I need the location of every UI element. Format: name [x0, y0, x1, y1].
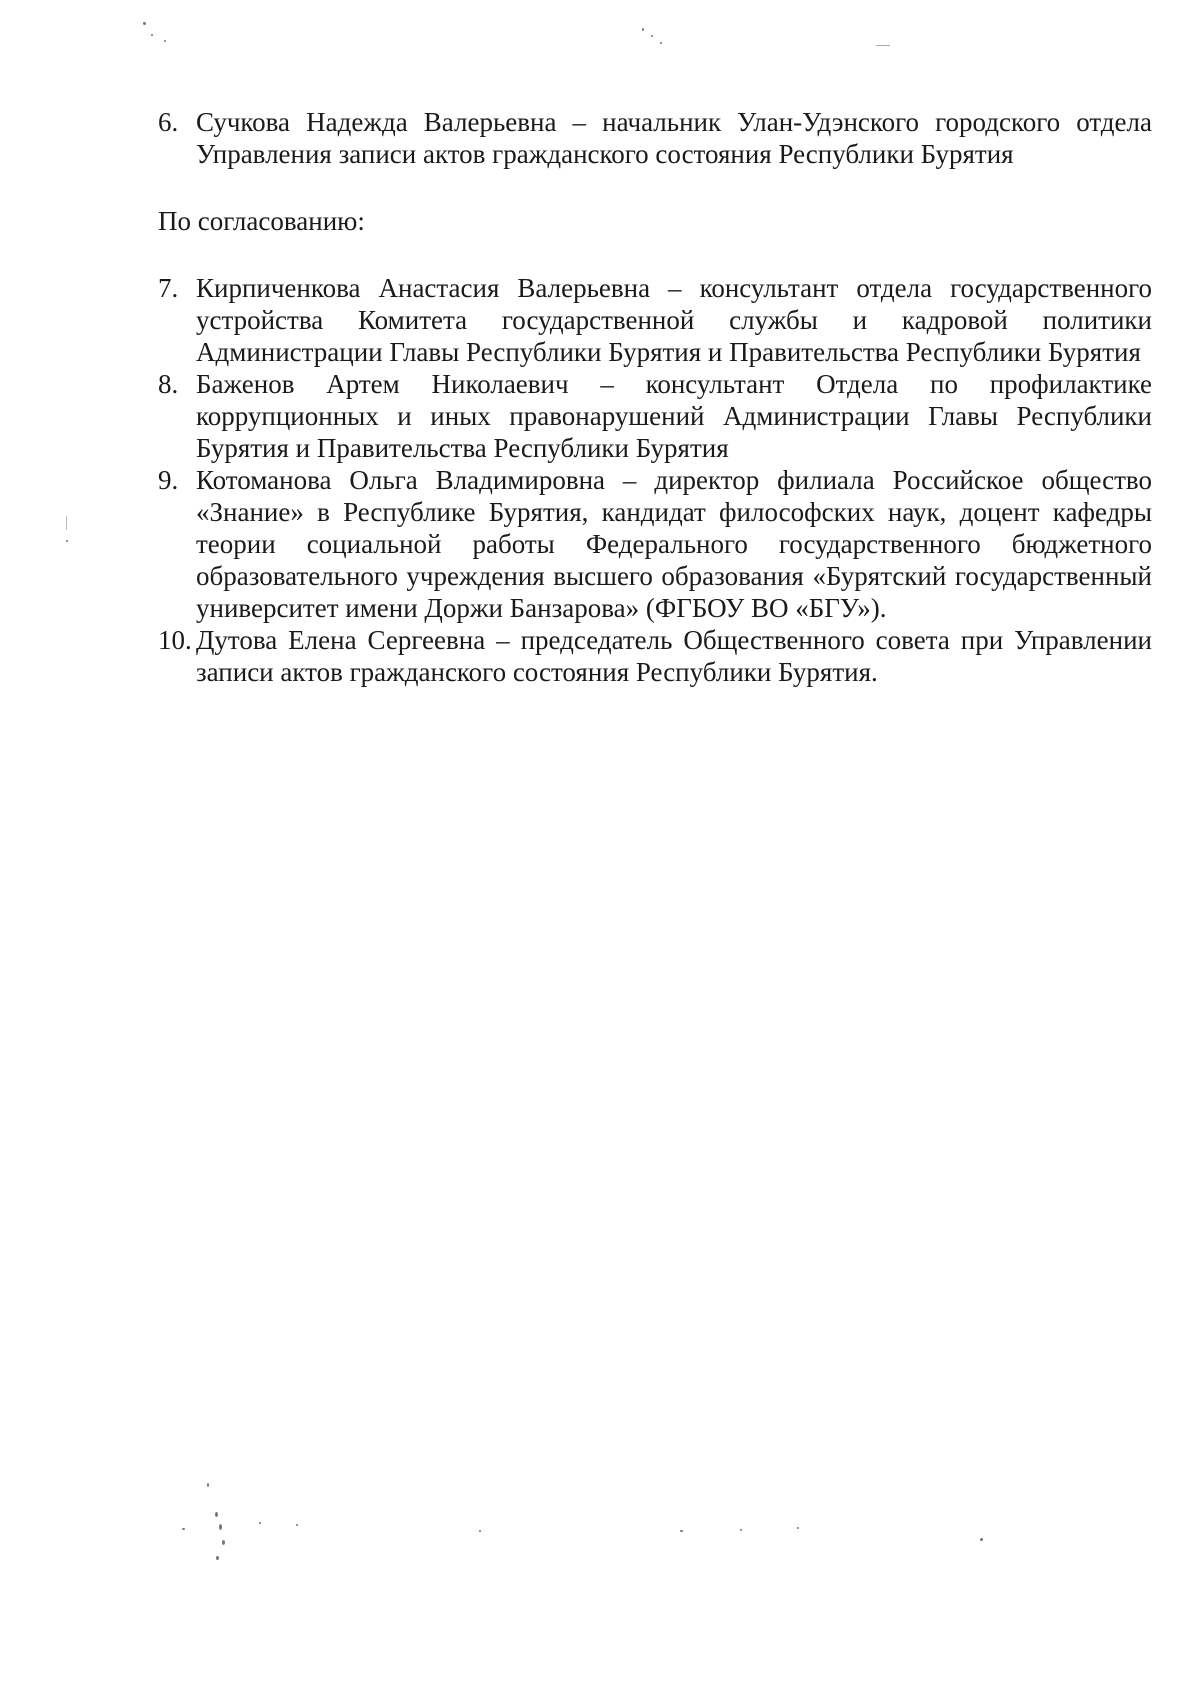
scan-speck — [797, 1527, 799, 1529]
list-item-text: Баженов Артем Николаевич – консультант Отдела по профилактике коррупционных и иных правонарушений Администрации Главы Республики Бурятия и Правительства Республики Бурятия — [196, 369, 1152, 463]
list-item-number: 9. — [158, 465, 179, 495]
list-item — [158, 106, 1152, 170]
list-item-text: Сучкова Надежда Валерьевна – начальник Улан-Удэнского городского отдела Управления записи актов гражданского состояния Республики Бурятия — [196, 107, 1152, 169]
scan-speck — [219, 1524, 222, 1530]
scan-speck — [222, 1540, 225, 1545]
scan-speck — [182, 1528, 185, 1530]
scan-speck — [296, 1524, 298, 1526]
list-item-number: 7. — [158, 273, 179, 303]
list-item — [158, 464, 1152, 624]
scan-speck — [259, 1522, 261, 1524]
scan-speck — [66, 516, 67, 530]
list-item — [158, 368, 1152, 464]
list-item-number: 6. — [158, 107, 179, 137]
list-item-number: 8. — [158, 369, 179, 399]
scan-speck — [215, 1512, 218, 1517]
scan-speck — [143, 22, 146, 25]
scan-speck — [66, 540, 68, 542]
document-body — [158, 106, 1152, 688]
list-item-text: Котоманова Ольга Владимировна – директор филиала Российское общество «Знание» в Республике Бурятия, кандидат философских наук, доцент кафедры теории социальной работы Федерального государственного бюджетного образовательного учреждения высшего образования «Бурятский государственный университет имени Доржи Банзарова» (ФГБОУ ВО «БГУ»). — [196, 465, 1152, 623]
scan-speck — [151, 34, 153, 36]
scan-speck — [876, 45, 890, 46]
scan-speck — [479, 1530, 481, 1532]
scan-speck — [660, 42, 662, 44]
list-item-text: Дутова Елена Сергеевна – председатель Общественного совета при Управлении записи актов гражданского состояния Республики Бурятия. — [196, 625, 1152, 687]
scan-speck — [680, 1530, 683, 1532]
scan-speck — [651, 35, 653, 37]
list-item-number: 10. — [158, 625, 192, 655]
scan-speck — [980, 1538, 983, 1541]
list-item — [158, 272, 1152, 368]
list-item — [158, 624, 1152, 688]
scan-speck — [740, 1529, 742, 1531]
scan-speck — [642, 28, 644, 31]
scan-speck — [164, 40, 166, 42]
list-item-text: Кирпиченкова Анастасия Валерьевна – консультант отдела государственного устройства Комитета государственной службы и кадровой политики Администрации Главы Республики Бурятия и Правительства Республики Бурятия — [196, 273, 1152, 367]
scan-speck — [216, 1556, 219, 1560]
section-label: По согласованию: — [158, 206, 365, 236]
scan-speck — [207, 1483, 209, 1487]
